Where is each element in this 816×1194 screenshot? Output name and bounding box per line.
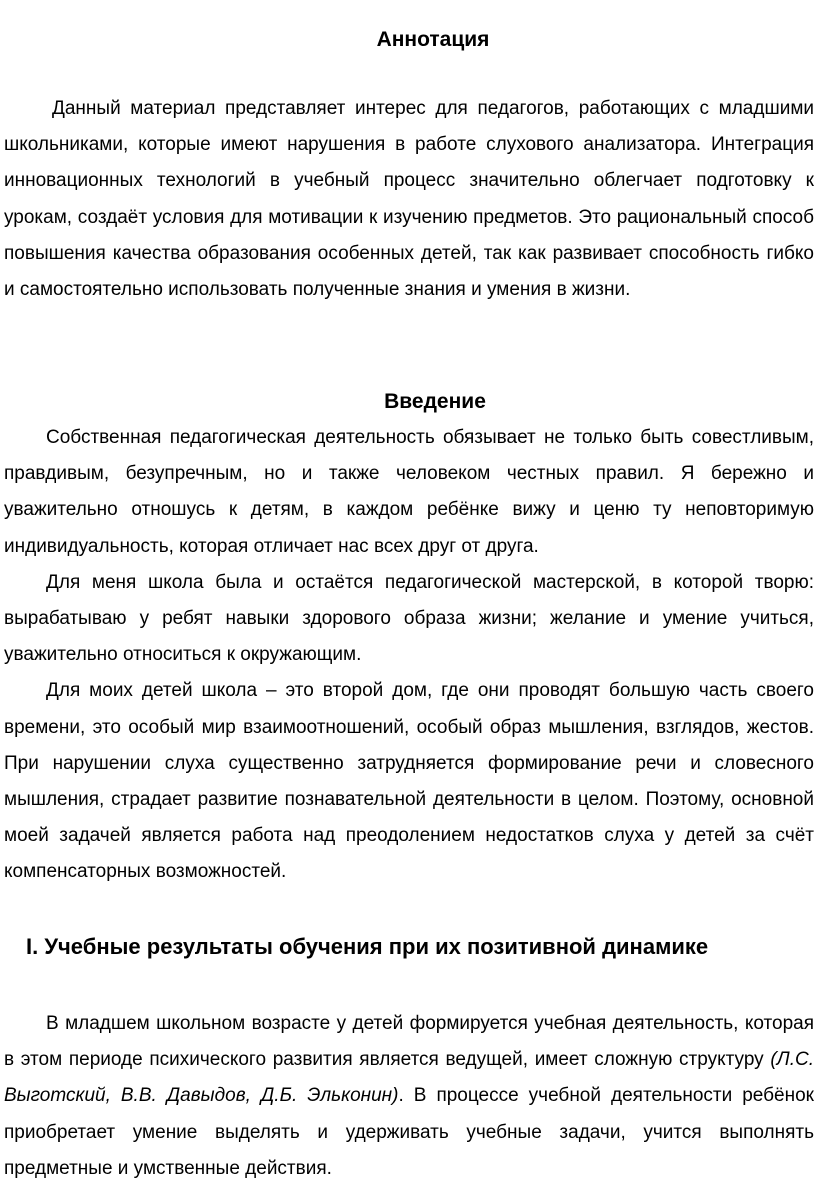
section-1-citation: (Л.С. Выготский, В.В. Давыдов, Д.Б. Эльконин): [4, 1049, 814, 1107]
section-1-title: I. Учебные результаты обучения при их позитивной динамике: [26, 934, 709, 959]
introduction-section: [4, 420, 814, 891]
section-1: [4, 1006, 814, 1187]
introduction-paragraph-1: Собственная педагогическая деятельность обязывает не только быть совестливым, правдивым, безупречным, но и также человеком честных правил. Я бережно и уважительно отношусь к детям, в каждом ребёнке вижу и ценю ту неповторимую индивидуальность, которая отличает нас всех друг от друга.: [4, 427, 814, 557]
annotation-title: Аннотация: [376, 28, 490, 51]
introduction-paragraph-3: Для моих детей школа – это второй дом, где они проводят большую часть своего времени, это особый мир взаимоотношений, особый образ мышления, взглядов, жестов. При нарушении слуха существенно затрудняется формирование речи и словесного мышления, страдает развитие познавательной деятельности в целом. Поэтому, основной моей задачей является работа над преодолением недостатков слуха у детей за счёт компенсаторных возможностей.: [4, 680, 814, 883]
introduction-paragraph-2: Для меня школа была и остаётся педагогической мастерской, в которой творю: вырабатываю у ребят навыки здорового образа жизни; желание и умение учиться, уважительно относиться к окружающим.: [4, 571, 814, 666]
annotation-section: [4, 91, 814, 308]
introduction-title: Введение: [384, 390, 486, 413]
annotation-paragraph: Данный материал представляет интерес для педагогов, работающих с младшими школьниками, которые имеют нарушения в работе слухового анализатора. Интеграция инновационных технологий в учебный процесс значительно облегчает подготовку к урокам, создаёт условия для мотивации к изучению предметов. Это рациональный способ повышения качества образования особенных детей, так как развивает способность гибко и самостоятельно использовать полученные знания и умения в жизни.: [4, 98, 814, 301]
section-1-text-before: В младшем школьном возрасте у детей формируется учебная деятельность, которая в этом периоде психического развития является ведущей, имеет сложную структуру: [4, 1013, 814, 1071]
section-1-text-after: . В процессе учебной деятельности ребёнок приобретает умение выделять и удерживать учебные задачи, учится выполнять предметные и умственные действия.: [4, 1085, 814, 1179]
section-1-paragraph: [4, 1006, 814, 1187]
